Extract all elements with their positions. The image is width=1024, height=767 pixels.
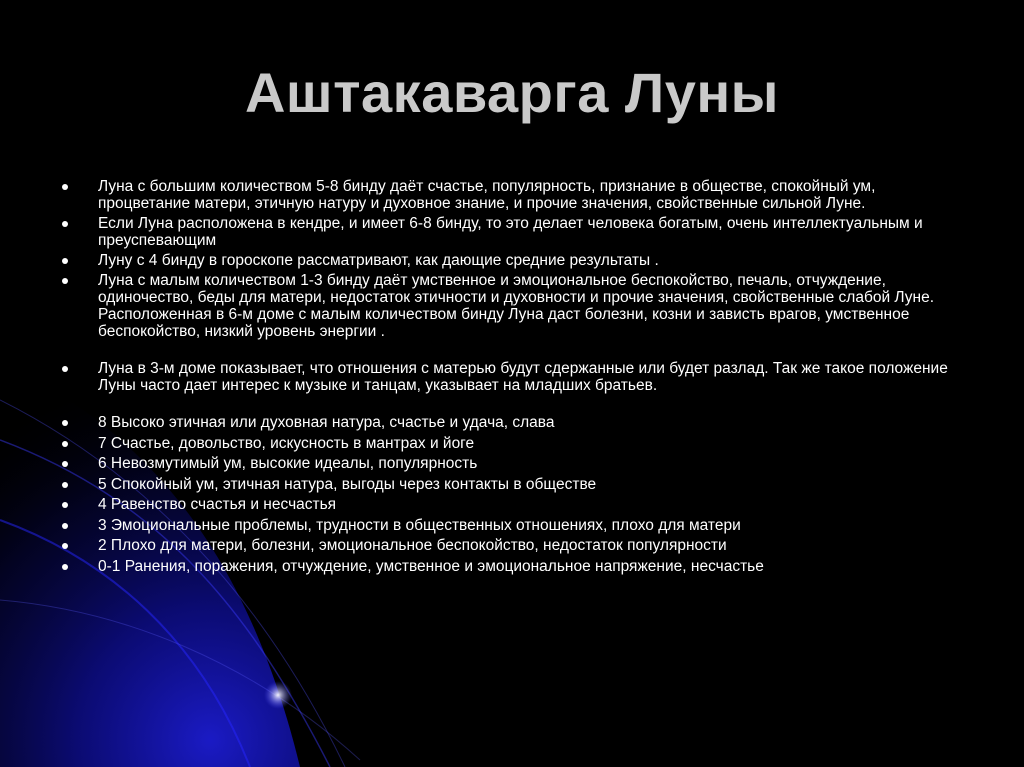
description-list — [62, 178, 967, 394]
score-item — [62, 517, 967, 534]
bullet-icon — [62, 221, 68, 227]
bullet-text: Луна с большим количеством 5-8 бинду даёт счастье, популярность, признание в обществе, спокойный ум, процветание матери, этичную натуру и духовное знание, и прочие значения, свойственные сильной Луне. — [98, 178, 876, 212]
bullet-icon — [62, 258, 68, 264]
bullet-text: Если Луна расположена в кендре, и имеет 6-8 бинду, то это делает человека богатым, очень интеллектуальным и преуспевающим — [98, 215, 923, 249]
bullet-text: Луна с малым количеством 1-3 бинду даёт умственное и эмоциональное беспокойство, печаль, отчуждение, одиночество, беды для матери, недостаток этичности и духовности и прочие значения, свойственные слабой Луне. Расположенная в 6-м доме с малым количеством бинду Луна даст болезни, козни и зависть врагов, умственное беспокойство, низкий уровень энергии . — [98, 272, 935, 340]
score-item — [62, 496, 967, 513]
bullet-icon — [62, 564, 68, 570]
score-item — [62, 558, 967, 575]
bullet-icon — [62, 278, 68, 284]
score-item — [62, 414, 967, 431]
score-item — [62, 476, 967, 493]
bullet-icon — [62, 366, 68, 372]
score-text: 7 Счастье, довольство, искусность в мантрах и йоге — [98, 434, 475, 452]
bullet-text: Луна в 3-м доме показывает, что отношения с матерью будут сдержанные или будет разлад. Так же такое положение Луны часто дает интерес к музыке и танцам, указывает на младших братьев. — [98, 360, 948, 394]
list-item — [62, 178, 967, 212]
bullet-icon — [62, 543, 68, 549]
list-item — [62, 252, 967, 269]
score-item — [62, 537, 967, 554]
score-list — [62, 414, 967, 575]
score-text: 2 Плохо для матери, болезни, эмоциональное беспокойство, недостаток популярности — [98, 537, 727, 554]
score-text: 5 Спокойный ум, этичная натура, выгоды через контакты в обществе — [98, 475, 597, 493]
bullet-icon — [62, 441, 68, 447]
score-text: 6 Невозмутимый ум, высокие идеалы, популярность — [98, 455, 478, 472]
list-item — [62, 215, 967, 249]
bullet-icon — [62, 502, 68, 508]
bullet-icon — [62, 461, 68, 467]
score-text: 3 Эмоциональные проблемы, трудности в общественных отношениях, плохо для матери — [98, 516, 741, 534]
slide-content — [62, 178, 967, 578]
score-item — [62, 435, 967, 452]
bullet-icon — [62, 523, 68, 529]
score-text: 8 Высоко этичная или духовная натура, счастье и удача, слава — [98, 414, 555, 431]
bullet-text: Луну с 4 бинду в гороскопе рассматривают, как дающие средние результаты . — [98, 252, 659, 269]
slide-title: Аштакаварга Луны — [244, 61, 779, 124]
score-text: 0-1 Ранения, поражения, отчуждение, умственное и эмоциональное напряжение, несчастье — [98, 557, 764, 575]
list-item — [62, 360, 967, 394]
bullet-icon — [62, 482, 68, 488]
list-item — [62, 272, 967, 340]
bullet-icon — [62, 420, 68, 426]
score-text: 4 Равенство счастья и несчастья — [98, 496, 337, 513]
score-item — [62, 455, 967, 472]
bullet-icon — [62, 184, 68, 190]
